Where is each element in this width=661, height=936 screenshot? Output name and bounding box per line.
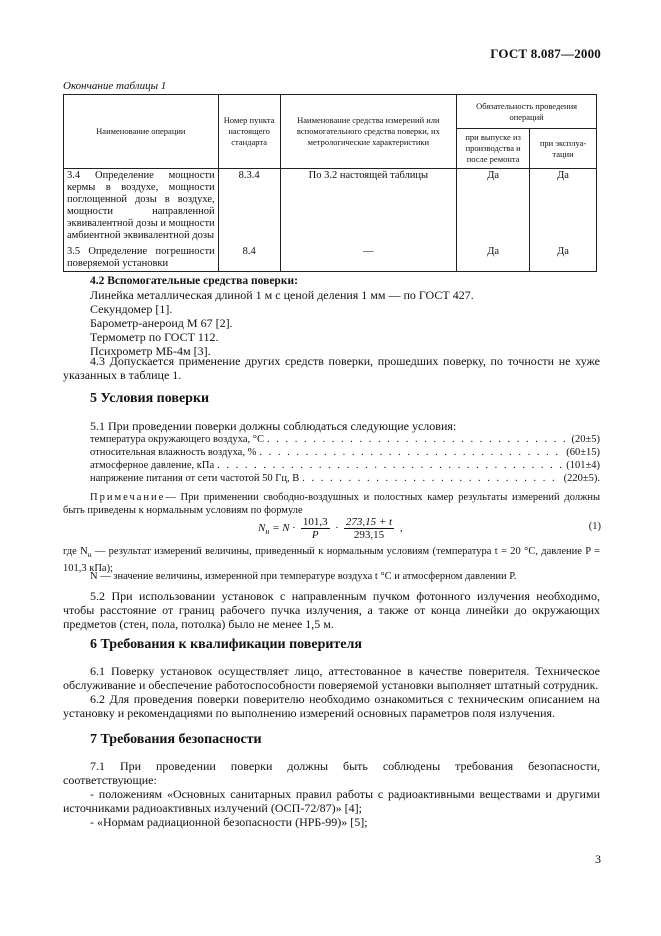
conditions-list	[90, 433, 600, 485]
condition-row	[90, 433, 600, 446]
formula-eq: = N ·	[272, 522, 296, 535]
paragraph-4-3: 4.3 Допускается применение других средств поверки, прошедших поверку, по точности не хуже указанных в таблице 1.	[63, 354, 600, 382]
table-row	[64, 243, 597, 272]
legend-symbol-sub: н	[87, 551, 92, 560]
section-5-title: 5 Условия поверки	[90, 391, 210, 406]
fraction-denominator: P	[311, 529, 319, 541]
condition-row	[90, 459, 600, 472]
condition-value: (220±5).	[563, 473, 600, 484]
condition-row	[90, 472, 600, 485]
condition-label: температура окружающего воздуха, °С	[90, 434, 264, 445]
cell-on-release: Да	[457, 243, 530, 272]
fraction-numerator: 101,3	[302, 516, 328, 528]
paragraph-6-2: 6.2 Для проведения поверки поверителю необходимо ознакомиться с техническим описанием на установку и рекомендациями по выполнению измерений основных параметров поля излучения.	[63, 692, 600, 720]
formula-lhs: N	[258, 522, 266, 535]
cell-operation: 3.5 Определение погрешности поверяемой установки	[64, 243, 219, 272]
legend-symbol: где N	[63, 546, 88, 557]
cell-in-service: Да	[530, 243, 597, 272]
cell-means: —	[280, 243, 457, 272]
note-text: — При применении свободно-воздушных и полостных камер результаты измерений должны быть приведены к нормальным условиям по формуле	[63, 492, 600, 516]
paragraph-6-1: 6.1 Поверку установок осуществляет лицо, аттестованное в качестве поверителя. Техническое обслуживание и обеспечение работоспособности поверяемой установки выполняет штатный сотрудник.	[63, 664, 600, 692]
paragraph-5-1: 5.1 При проведении поверки должны соблюдаться следующие условия:	[90, 419, 457, 433]
formula-dot: ·	[335, 522, 339, 535]
formula-lhs-sub: н	[265, 527, 270, 537]
cell-operation: 3.4 Определение мощности кермы в воздухе, мощности поглощенной дозы в воздухе, мощности направленной эквивалентной дозы и мощности амбиентной эквивалентной дозы	[64, 169, 219, 244]
table-row	[64, 169, 597, 244]
condition-label: атмосферное давление, кПа	[90, 460, 215, 471]
condition-value: (101±4)	[566, 460, 600, 471]
paragraph-7-1: 7.1 При проведении поверки должны быть соблюдены требования безопасности, соответствующие:	[63, 759, 600, 787]
fraction-numerator: 273,15 + t	[345, 516, 393, 528]
cell-on-release: Да	[457, 169, 530, 244]
formula-number: (1)	[588, 521, 601, 532]
section-4-2-title: 4.2 Вспомогательные средства поверки:	[90, 275, 298, 287]
table-1	[63, 94, 597, 272]
note-label: Примечание	[90, 492, 166, 503]
header-mandatory: Обязательность проведения операций	[457, 95, 597, 129]
section-6-title: 6 Требования к квалификации поверителя	[90, 637, 362, 652]
condition-value: (60±15)	[566, 447, 600, 458]
formula-end: ,	[399, 522, 403, 535]
list-item: Психрометр МБ-4м [3].	[90, 344, 211, 358]
document-id: ГОСТ 8.087—2000	[490, 46, 601, 61]
condition-value: (20±5)	[571, 434, 600, 445]
formula-1	[258, 516, 403, 541]
fraction-pressure	[301, 516, 330, 541]
table-continuation-caption: Окончание таблицы 1	[63, 80, 167, 92]
cell-clause: 8.3.4	[218, 169, 280, 244]
section-4-2	[90, 274, 600, 358]
list-item: Секундомер [1].	[90, 302, 173, 316]
cell-means: По 3.2 настоящей таблицы	[280, 169, 457, 244]
bullet-item: - «Нормам радиационной безопасности (НРБ-99)» [5];	[90, 815, 368, 829]
list-item: Термометр по ГОСТ 112.	[90, 330, 219, 344]
header-on-release: при выпуске из производства и после ремонта	[457, 129, 530, 169]
list-item: Линейка металлическая длиной 1 м с ценой деления 1 мм — по ГОСТ 427.	[90, 288, 474, 302]
list-item: Барометр-анероид М 67 [2].	[90, 316, 233, 330]
formula-legend-2: N — значение величины, измеренной при температуре воздуха t °С и атмосферном давлении P.	[90, 571, 517, 582]
paragraph-5-2: 5.2 При использовании установок с направленным пучком фотонного излучения необходимо, чтобы расстояние от границ рабочего пучка излучения, а также от конца линейки до окружающих предметов (стен, пола, потолка) было не менее 1,5 м.	[63, 589, 600, 631]
cell-clause: 8.4	[218, 243, 280, 272]
fraction-denominator: 293,15	[353, 529, 385, 541]
condition-row	[90, 446, 600, 459]
header-in-service: при эксплуатации	[530, 129, 597, 169]
note	[63, 491, 600, 517]
cell-in-service: Да	[530, 169, 597, 244]
header-means: Наименование средства измерений или вспомогательного средства поверки, их метрологические характеристики	[280, 95, 457, 169]
section-7-title: 7 Требования безопасности	[90, 732, 262, 747]
page-number: 3	[595, 852, 601, 866]
condition-label: относительная влажность воздуха, %	[90, 447, 257, 458]
header-operation: Наименование операции	[64, 95, 219, 169]
bullet-item: - положениям «Основных санитарных правил работы с радиоактивными веществами и другими источниками радиоактивных излучений (ОСП-72/87)» [4];	[63, 787, 600, 815]
header-clause: Номер пункта настоящего стандарта	[218, 95, 280, 169]
legend-text: — результат измерений величины, приведенный к нормальным условиям (температура t = 20 °С, давление P = 101,3 кПа);	[63, 546, 600, 575]
condition-label: напряжение питания от сети частотой 50 Гц, В	[90, 473, 300, 484]
fraction-temperature	[344, 516, 394, 541]
